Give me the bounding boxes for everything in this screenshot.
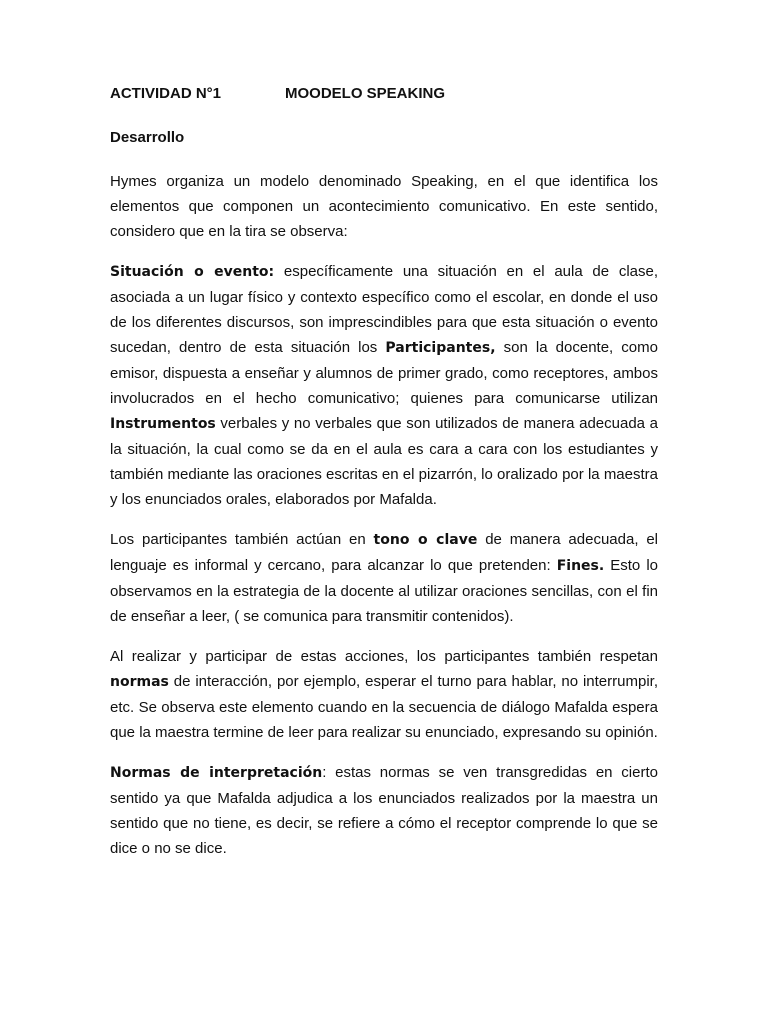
text-segment: : estas normas se ven transgredidas en cierto sentido ya que Mafalda adjudica a los enunciados realizados por la maestra un sentido que no tiene, es decir, se refiere a cómo el receptor comprende lo que se dice o no se dice. <box>110 764 658 857</box>
bold-term: Instrumentos <box>110 416 216 432</box>
text-segment: específicamente una situación en el aula de clase, asociada a un lugar físico y contexto específico como el escolar, en donde el uso de los diferentes discursos, son imprescindibles para que esta situación o evento sucedan, dentro de esta situación los <box>110 263 659 356</box>
bold-term: Normas de interpretación <box>110 765 323 781</box>
text-segment: son la docente, como emisor, dispuesta a enseñar y alumnos de primer grado, como receptores, ambos involucrados en el hecho comunicativo; quienes para comunicarse utilizan <box>110 339 658 407</box>
text-segment: Los participantes también actúan en <box>110 531 374 548</box>
title-row <box>110 84 658 104</box>
document-page <box>110 84 658 861</box>
paragraph <box>110 169 658 244</box>
paragraph <box>110 760 658 861</box>
text-segment: verbales y no verbales que son utilizados de manera adecuada a la situación, la cual como se da en el aula es cara a cara con los estudiantes y también mediante las oraciones escritas en el pizarrón, lo oralizado por la maestra y los enunciados orales, elaborados por Mafalda. <box>110 415 658 508</box>
text-segment: de interacción, por ejemplo, esperar el turno para hablar, no interrumpir, etc. Se observa este elemento cuando en la secuencia de diálogo Mafalda espera que la maestra termine de leer para realizar su enunciado, expresando su opinión. <box>110 673 658 741</box>
paragraph <box>110 527 658 629</box>
activity-title: ACTIVIDAD N°1 <box>110 85 222 102</box>
text-segment: Al realizar y participar de estas acciones, los participantes también respetan <box>110 648 658 665</box>
paragraph <box>110 644 658 745</box>
model-title: MOODELO SPEAKING <box>285 85 446 102</box>
bold-term: tono o clave <box>373 532 478 548</box>
bold-term: Situación o evento: <box>110 264 275 280</box>
body-text <box>110 169 658 861</box>
paragraph <box>110 259 658 512</box>
bold-term: Participantes, <box>385 340 496 356</box>
bold-term: Fines. <box>556 558 605 574</box>
text-segment: Hymes organiza un modelo denominado Speaking, en el que identifica los elementos que componen un acontecimiento comunicativo. En este sentido, considero que en la tira se observa: <box>110 173 658 240</box>
section-heading: Desarrollo <box>110 129 185 146</box>
text-segment: de manera adecuada, el lenguaje es informal y cercano, para alcanzar lo que pretenden: <box>110 531 659 574</box>
bold-term: normas <box>110 674 169 690</box>
text-segment: Esto lo observamos en la estrategia de la docente al utilizar oraciones sencillas, con el fin de enseñar a leer, ( se comunica para transmitir contenidos). <box>110 557 658 625</box>
